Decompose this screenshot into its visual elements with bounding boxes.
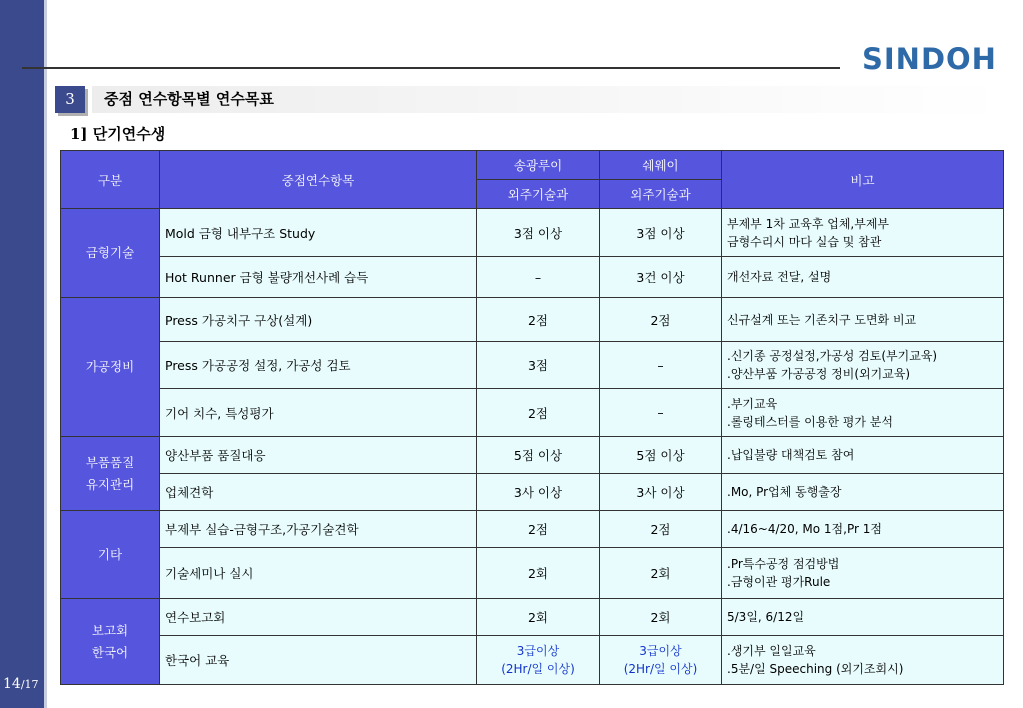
- header-group2: 쉐웨이: [600, 151, 722, 180]
- value-cell: 2점: [477, 389, 600, 437]
- category-cell: 보고회 한국어: [61, 599, 160, 685]
- item-cell: Press 가공공정 설정, 가공성 검토: [160, 342, 477, 389]
- table-row: [61, 209, 1004, 257]
- page-current: 14: [3, 676, 21, 692]
- table-row: [61, 342, 1004, 389]
- item-cell: 한국어 교육: [160, 636, 477, 685]
- table-row: [61, 599, 1004, 636]
- table-row: [61, 437, 1004, 474]
- note-cell: .부기교육 .롤링테스터를 이용한 평가 분석: [722, 389, 1004, 437]
- value-cell: 3점: [477, 342, 600, 389]
- table-row: [61, 474, 1004, 511]
- page-total: /17: [20, 678, 39, 691]
- value-cell: 3급이상 (2Hr/일 이상): [600, 636, 722, 685]
- header-divider: [22, 67, 840, 69]
- category-cell: 부품품질 유지관리: [61, 437, 160, 511]
- table-row: [61, 257, 1004, 298]
- value-cell: 2점: [600, 511, 722, 548]
- item-cell: 기술세미나 실시: [160, 548, 477, 599]
- header-group1: 송광루이: [477, 151, 600, 180]
- value-cell: –: [600, 389, 722, 437]
- table-row: [61, 389, 1004, 437]
- value-cell: 2회: [477, 599, 600, 636]
- item-cell: Mold 금형 내부구조 Study: [160, 209, 477, 257]
- note-cell: 신규설계 또는 기존치구 도면화 비교: [722, 298, 1004, 342]
- note-cell: .Mo, Pr업체 동행출장: [722, 474, 1004, 511]
- category-cell: 금형기술: [61, 209, 160, 298]
- value-cell: 3사 이상: [477, 474, 600, 511]
- company-logo: SINDOH: [862, 42, 997, 76]
- section-title: 중점 연수항목별 연수목표: [104, 90, 274, 108]
- note-cell: .생기부 일일교육 .5분/일 Speeching (외기조회시): [722, 636, 1004, 685]
- category-cell: 가공정비: [61, 298, 160, 437]
- item-cell: Press 가공치구 구상(설계): [160, 298, 477, 342]
- category-cell: 기타: [61, 511, 160, 599]
- value-cell: 5점 이상: [477, 437, 600, 474]
- item-cell: 연수보고회: [160, 599, 477, 636]
- value-cell: 5점 이상: [600, 437, 722, 474]
- item-cell: 기어 치수, 특성평가: [160, 389, 477, 437]
- value-cell: –: [477, 257, 600, 298]
- note-cell: .4/16~4/20, Mo 1점,Pr 1점: [722, 511, 1004, 548]
- table-row: [61, 298, 1004, 342]
- value-cell: 2회: [600, 599, 722, 636]
- header-row: [61, 151, 1004, 180]
- value-cell: 3급이상 (2Hr/일 이상): [477, 636, 600, 685]
- header-item: 중점연수항목: [160, 151, 477, 209]
- value-cell: 3점 이상: [600, 209, 722, 257]
- header-remarks: 비고: [722, 151, 1004, 209]
- value-cell: 2점: [477, 511, 600, 548]
- page-number: [3, 676, 39, 692]
- value-cell: 2회: [600, 548, 722, 599]
- subtitle: 1] 단기연수생: [70, 125, 166, 143]
- note-cell: 부제부 1차 교육후 업체,부제부 금형수리시 마다 실습 및 참관: [722, 209, 1004, 257]
- note-cell: .Pr특수공정 점검방법 .금형이관 평가Rule: [722, 548, 1004, 599]
- header-group1-sub: 외주기술과: [477, 180, 600, 209]
- item-cell: 양산부품 품질대응: [160, 437, 477, 474]
- section-number: 3: [55, 86, 85, 113]
- header-category: 구분: [61, 151, 160, 209]
- table-row: [61, 548, 1004, 599]
- value-cell: 3점 이상: [477, 209, 600, 257]
- value-cell: 2점: [600, 298, 722, 342]
- note-cell: .신기종 공정설정,가공성 검토(부기교육) .양산부품 가공공정 정비(외기교육): [722, 342, 1004, 389]
- value-cell: –: [600, 342, 722, 389]
- training-goals-table: [60, 150, 1004, 685]
- item-cell: Hot Runner 금형 불량개선사례 습득: [160, 257, 477, 298]
- table-row: [61, 511, 1004, 548]
- left-accent-stripe: [44, 0, 47, 708]
- header-group2-sub: 외주기술과: [600, 180, 722, 209]
- note-cell: 5/3일, 6/12일: [722, 599, 1004, 636]
- value-cell: 3건 이상: [600, 257, 722, 298]
- note-cell: 개선자료 전달, 설명: [722, 257, 1004, 298]
- value-cell: 2회: [477, 548, 600, 599]
- note-cell: .납입불량 대책검토 참여: [722, 437, 1004, 474]
- table-row: [61, 636, 1004, 685]
- item-cell: 부제부 실습-금형구조,가공기술견학: [160, 511, 477, 548]
- left-accent-bar: [0, 0, 44, 708]
- value-cell: 3사 이상: [600, 474, 722, 511]
- item-cell: 업체견학: [160, 474, 477, 511]
- value-cell: 2점: [477, 298, 600, 342]
